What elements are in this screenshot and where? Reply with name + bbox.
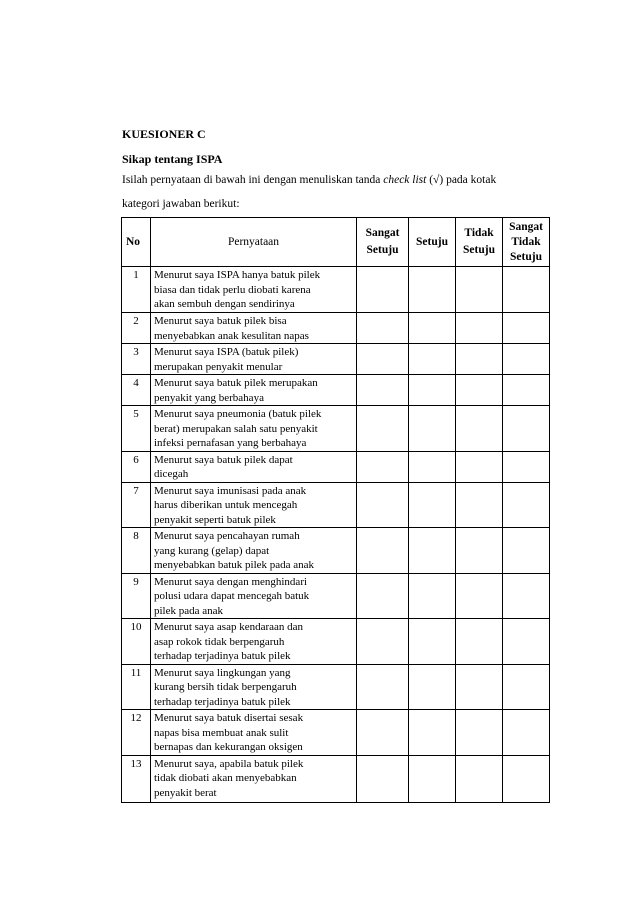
answer-box-setuju[interactable] — [409, 482, 456, 528]
answer-box-sangat-setuju[interactable] — [357, 406, 409, 452]
questionnaire-title: KUESIONER C — [122, 127, 206, 141]
answer-box-sangat-tidak-setuju[interactable] — [503, 344, 550, 375]
instruction-before: Isilah pernyataan di bawah ini dengan menuliskan tanda — [122, 174, 384, 186]
answer-box-sangat-setuju[interactable] — [357, 619, 409, 665]
row-statement: Menurut saya batuk pilek dapat dicegah — [151, 451, 357, 482]
answer-box-tidak-setuju[interactable] — [456, 375, 503, 406]
answer-box-sangat-setuju[interactable] — [357, 313, 409, 344]
table-row — [122, 344, 550, 375]
instruction-after: (√) pada kotak — [426, 174, 497, 186]
row-statement: Menurut saya pencahayan rumah yang kurang (gelap) dapat menyebabkan batuk pilek pada anak — [151, 528, 357, 574]
answer-box-tidak-setuju[interactable] — [456, 664, 503, 710]
table-row — [122, 755, 550, 802]
row-number: 11 — [122, 664, 151, 710]
table-row — [122, 619, 550, 665]
answer-box-sangat-tidak-setuju[interactable] — [503, 451, 550, 482]
header-statement: Pernyataan — [151, 218, 357, 267]
table-row — [122, 482, 550, 528]
answer-box-sangat-tidak-setuju[interactable] — [503, 710, 550, 756]
attitude-table — [121, 217, 550, 803]
row-statement: Menurut saya batuk pilek bisa menyebabkan anak kesulitan napas — [151, 313, 357, 344]
answer-box-setuju[interactable] — [409, 664, 456, 710]
answer-box-sangat-setuju[interactable] — [357, 528, 409, 574]
row-number: 4 — [122, 375, 151, 406]
answer-box-sangat-setuju[interactable] — [357, 755, 409, 802]
answer-box-tidak-setuju[interactable] — [456, 755, 503, 802]
row-number: 1 — [122, 267, 151, 313]
row-statement: Menurut saya ISPA hanya batuk pilek biasa dan tidak perlu diobati karena akan sembuh dengan sendirinya — [151, 267, 357, 313]
row-number: 5 — [122, 406, 151, 452]
answer-box-tidak-setuju[interactable] — [456, 528, 503, 574]
answer-box-setuju[interactable] — [409, 344, 456, 375]
row-number: 8 — [122, 528, 151, 574]
answer-box-sangat-tidak-setuju[interactable] — [503, 375, 550, 406]
row-number: 2 — [122, 313, 151, 344]
answer-box-setuju[interactable] — [409, 267, 456, 313]
table-header-row — [122, 218, 550, 267]
answer-box-sangat-setuju[interactable] — [357, 451, 409, 482]
row-statement: Menurut saya lingkungan yang kurang bersih tidak berpengaruh terhadap terjadinya batuk pilek — [151, 664, 357, 710]
answer-box-sangat-setuju[interactable] — [357, 344, 409, 375]
answer-box-tidak-setuju[interactable] — [456, 710, 503, 756]
row-number: 9 — [122, 573, 151, 619]
header-sangat-tidak-setuju: Sangat Tidak Setuju — [503, 218, 550, 267]
table-row — [122, 267, 550, 313]
row-statement: Menurut saya pneumonia (batuk pilek berat) merupakan salah satu penyakit infeksi pernafasan yang berbahaya — [151, 406, 357, 452]
answer-box-sangat-tidak-setuju[interactable] — [503, 528, 550, 574]
answer-box-setuju[interactable] — [409, 619, 456, 665]
instruction-line-1 — [122, 173, 496, 187]
answer-box-sangat-tidak-setuju[interactable] — [503, 619, 550, 665]
row-statement: Menurut saya batuk pilek merupakan penyakit yang berbahaya — [151, 375, 357, 406]
row-statement: Menurut saya dengan menghindari polusi udara dapat mencegah batuk pilek pada anak — [151, 573, 357, 619]
header-no: No — [122, 218, 151, 267]
header-tidak-setuju: Tidak Setuju — [456, 218, 503, 267]
answer-box-setuju[interactable] — [409, 451, 456, 482]
answer-box-tidak-setuju[interactable] — [456, 313, 503, 344]
instruction-emphasis: check list — [383, 174, 427, 186]
answer-box-tidak-setuju[interactable] — [456, 619, 503, 665]
header-sangat-setuju: Sangat Setuju — [357, 218, 409, 267]
table-row — [122, 406, 550, 452]
row-number: 13 — [122, 755, 151, 802]
answer-box-sangat-setuju[interactable] — [357, 267, 409, 313]
header-setuju: Setuju — [409, 218, 456, 267]
row-statement: Menurut saya ISPA (batuk pilek) merupakan penyakit menular — [151, 344, 357, 375]
row-statement: Menurut saya batuk disertai sesak napas bisa membuat anak sulit bernapas dan kekurangan oksigen — [151, 710, 357, 756]
row-number: 12 — [122, 710, 151, 756]
table-row — [122, 664, 550, 710]
answer-box-tidak-setuju[interactable] — [456, 451, 503, 482]
answer-box-sangat-tidak-setuju[interactable] — [503, 313, 550, 344]
table-row — [122, 528, 550, 574]
answer-box-sangat-setuju[interactable] — [357, 375, 409, 406]
table-row — [122, 313, 550, 344]
answer-box-sangat-setuju[interactable] — [357, 482, 409, 528]
answer-box-setuju[interactable] — [409, 528, 456, 574]
row-statement: Menurut saya imunisasi pada anak harus diberikan untuk mencegah penyakit seperti batuk pilek — [151, 482, 357, 528]
answer-box-tidak-setuju[interactable] — [456, 573, 503, 619]
table-row — [122, 375, 550, 406]
answer-box-sangat-tidak-setuju[interactable] — [503, 267, 550, 313]
row-statement: Menurut saya asap kendaraan dan asap rokok tidak berpengaruh terhadap terjadinya batuk pilek — [151, 619, 357, 665]
table-row — [122, 710, 550, 756]
answer-box-sangat-tidak-setuju[interactable] — [503, 664, 550, 710]
answer-box-sangat-tidak-setuju[interactable] — [503, 573, 550, 619]
answer-box-sangat-tidak-setuju[interactable] — [503, 406, 550, 452]
answer-box-sangat-tidak-setuju[interactable] — [503, 755, 550, 802]
instruction-line-2: kategori jawaban berikut: — [122, 198, 240, 210]
answer-box-sangat-setuju[interactable] — [357, 710, 409, 756]
answer-box-setuju[interactable] — [409, 573, 456, 619]
row-number: 6 — [122, 451, 151, 482]
answer-box-tidak-setuju[interactable] — [456, 482, 503, 528]
answer-box-tidak-setuju[interactable] — [456, 344, 503, 375]
answer-box-sangat-setuju[interactable] — [357, 573, 409, 619]
row-number: 3 — [122, 344, 151, 375]
answer-box-tidak-setuju[interactable] — [456, 267, 503, 313]
table-body — [122, 267, 550, 803]
answer-box-setuju[interactable] — [409, 375, 456, 406]
answer-box-setuju[interactable] — [409, 710, 456, 756]
table-row — [122, 451, 550, 482]
answer-box-tidak-setuju[interactable] — [456, 406, 503, 452]
answer-box-sangat-tidak-setuju[interactable] — [503, 482, 550, 528]
answer-box-setuju[interactable] — [409, 755, 456, 802]
row-number: 10 — [122, 619, 151, 665]
table-row — [122, 573, 550, 619]
row-number: 7 — [122, 482, 151, 528]
row-statement: Menurut saya, apabila batuk pilek tidak diobati akan menyebabkan penyakit berat — [151, 755, 357, 802]
answer-box-setuju[interactable] — [409, 313, 456, 344]
questionnaire-subtitle: Sikap tentang ISPA — [122, 152, 223, 166]
answer-box-sangat-setuju[interactable] — [357, 664, 409, 710]
answer-box-setuju[interactable] — [409, 406, 456, 452]
